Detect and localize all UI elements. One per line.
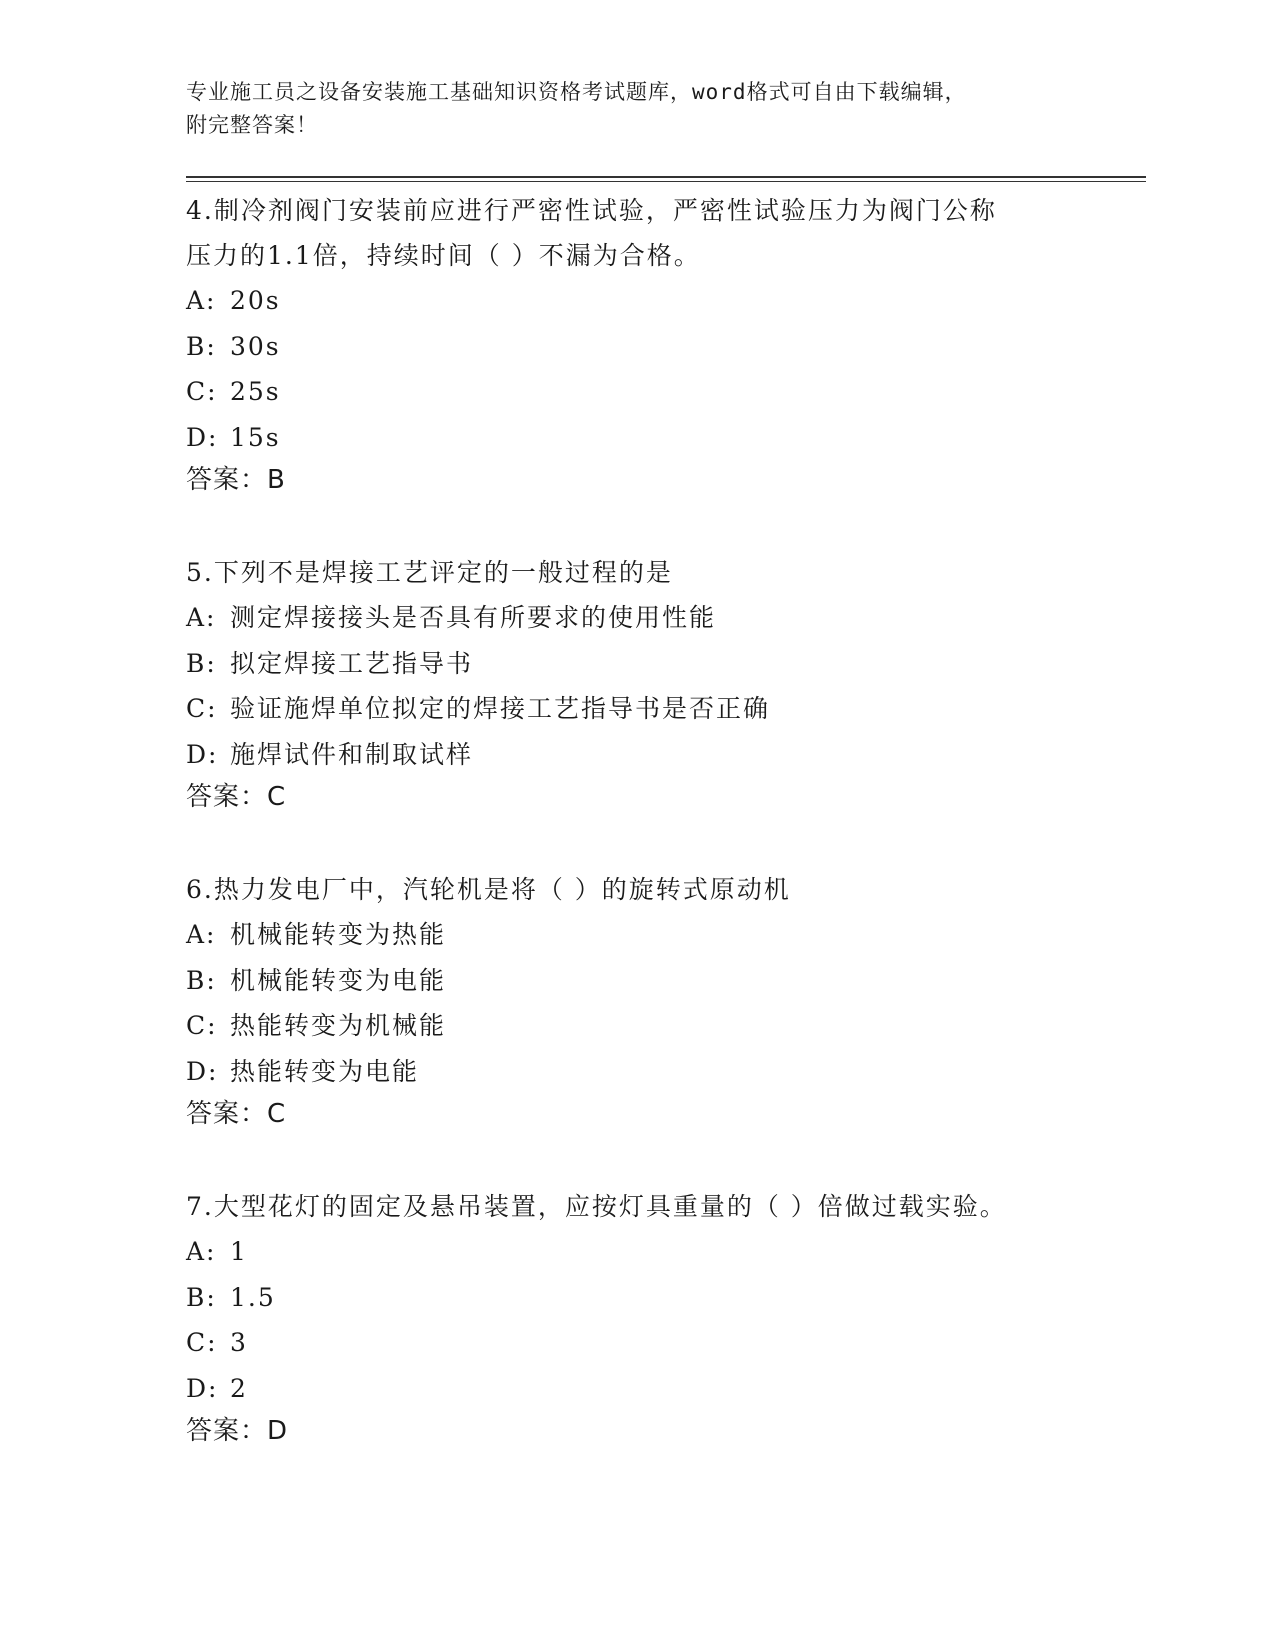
question-text-line: 7.大型花灯的固定及悬吊装置，应按灯具重量的（ ）倍做过载实验。 [186,1192,1007,1221]
option-c [186,686,1086,732]
option-letter: B: [186,648,217,678]
question-text-line: 5.下列不是焊接工艺评定的一般过程的是 [186,558,673,587]
header-line-2: 附完整答案！ [186,113,318,137]
option-b [186,324,1086,370]
option-letter: D: [186,422,219,452]
option-text: 机械能转变为电能 [230,965,447,995]
answer-line: 答案：B [186,465,286,495]
option-b [186,641,1086,687]
option-d [186,1366,1086,1412]
option-letter: C: [186,377,218,406]
question-text-line: 6.热力发电厂中，汽轮机是将（ ）的旋转式原动机 [186,875,791,904]
option-c [186,1320,1086,1366]
option-b [186,1275,1086,1321]
option-letter: C: [186,1328,218,1357]
answer-line: 答案：D [186,1416,289,1446]
option-letter: A: [186,920,217,949]
option-text: 25s [230,377,281,406]
question-text-line: 压力的1.1倍，持续时间（ ）不漏为合格。 [186,241,701,270]
option-text: 30s [230,331,281,361]
option-c [186,369,1086,415]
option-text: 验证施焊单位拟定的焊接工艺指导书是否正确 [230,694,771,723]
option-letter: C: [186,1011,218,1040]
option-text: 测定焊接接头是否具有所要求的使用性能 [230,603,717,632]
question-text-line: 4.制冷剂阀门安装前应进行严密性试验，严密性试验压力为阀门公称 [186,196,997,225]
option-text: 1 [230,1237,248,1266]
option-letter: A: [186,603,217,632]
option-a [186,912,1086,958]
option-text: 热能转变为机械能 [230,1011,447,1040]
header-divider-thin [186,181,1146,182]
option-text: 热能转变为电能 [230,1056,420,1086]
answer-line: 答案：C [186,782,287,812]
option-text: 15s [230,422,281,452]
question-4 [186,188,1086,503]
document-header [186,76,1086,142]
option-letter: D: [186,739,219,769]
option-letter: D: [186,1056,219,1086]
option-letter: B: [186,965,217,995]
option-text: 拟定焊接工艺指导书 [230,648,474,678]
option-letter: B: [186,1282,217,1312]
option-d [186,1049,1086,1095]
header-line-1: 专业施工员之设备安装施工基础知识资格考试题库，word格式可自由下载编辑， [186,80,967,104]
question-7 [186,1184,1086,1454]
answer-line: 答案：C [186,1099,287,1129]
option-b [186,958,1086,1004]
option-d [186,732,1086,778]
option-letter: A: [186,286,217,315]
option-a [186,1229,1086,1275]
option-text: 20s [230,286,281,315]
question-5 [186,550,1086,820]
option-letter: A: [186,1237,217,1266]
question-6 [186,867,1086,1137]
header-divider-thick [186,176,1146,178]
option-a [186,278,1086,324]
option-text: 1.5 [230,1282,276,1312]
option-text: 机械能转变为热能 [230,920,447,949]
option-letter: C: [186,694,218,723]
option-text: 3 [230,1328,248,1357]
option-letter: B: [186,331,217,361]
option-d [186,415,1086,461]
option-text: 施焊试件和制取试样 [230,739,474,769]
option-c [186,1003,1086,1049]
option-letter: D: [186,1373,219,1403]
option-text: 2 [230,1373,248,1403]
option-a [186,595,1086,641]
